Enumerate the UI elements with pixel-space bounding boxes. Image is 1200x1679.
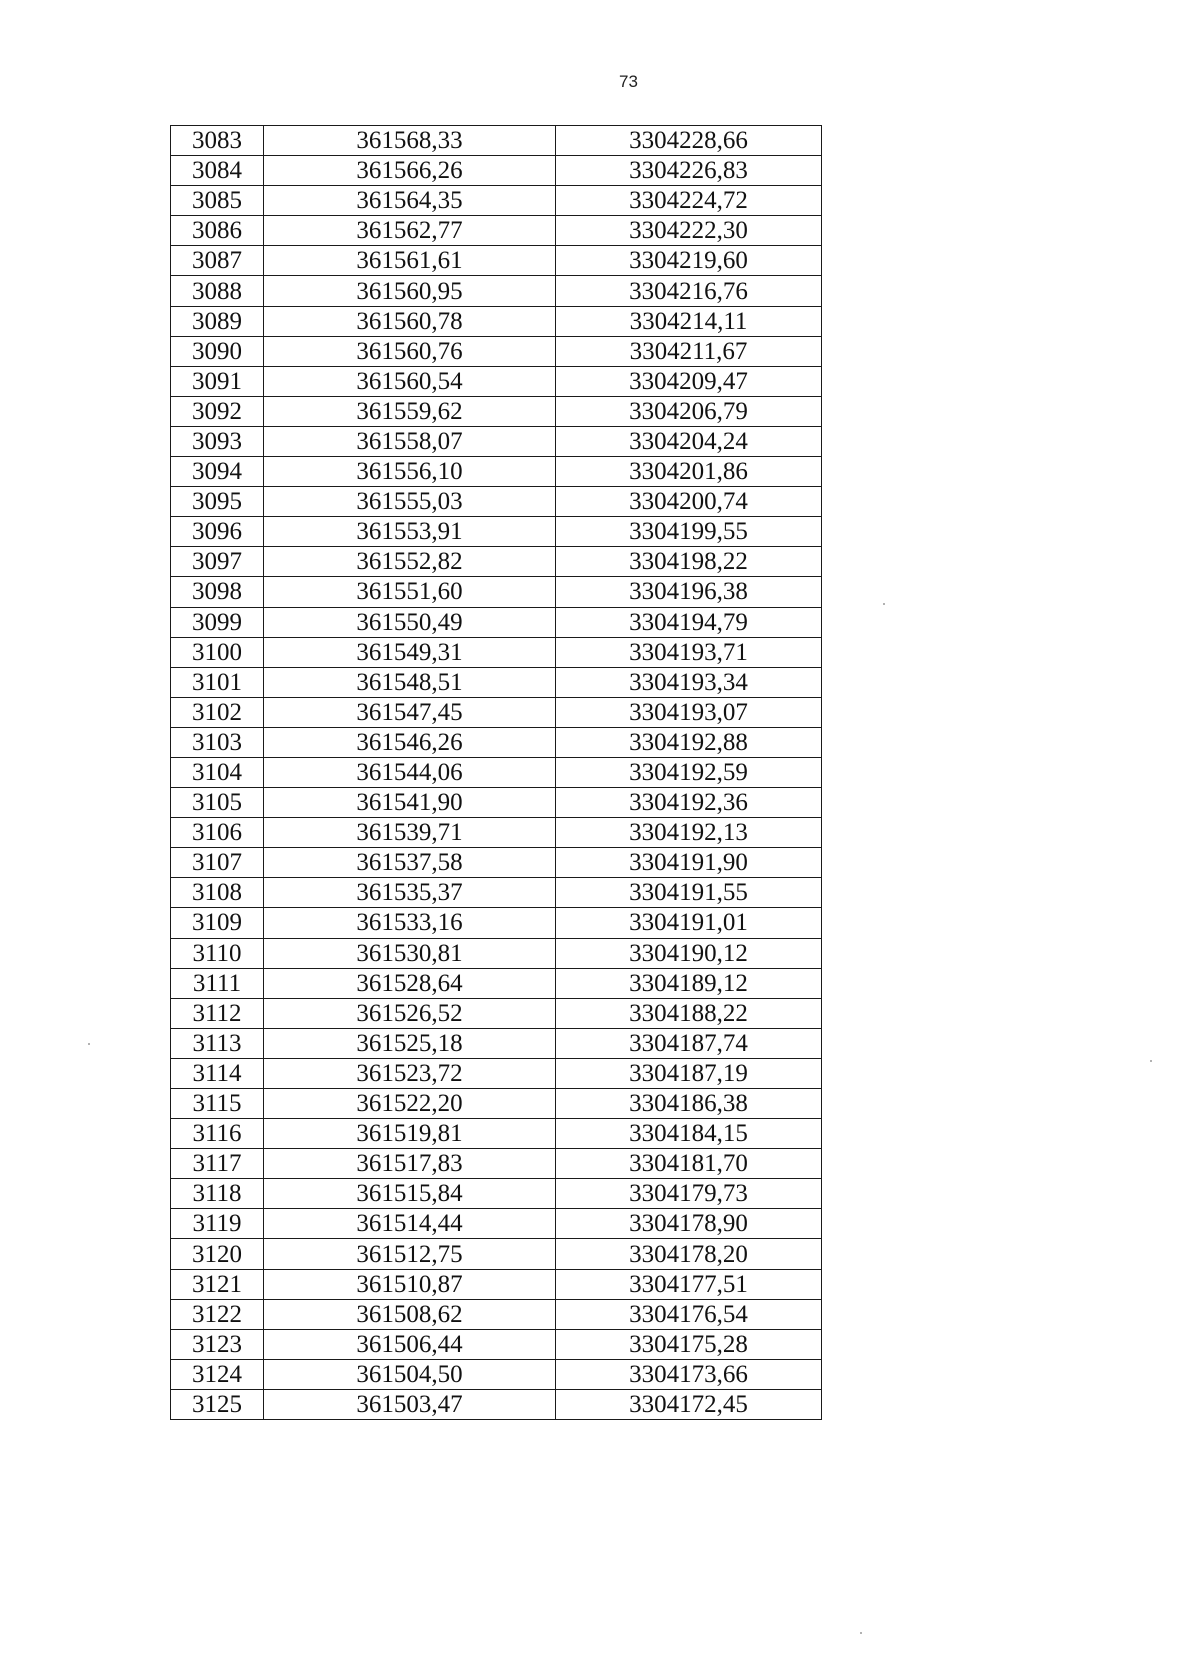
x-coordinate-cell: 361515,84	[264, 1179, 556, 1209]
y-coordinate-cell: 3304178,90	[556, 1209, 822, 1239]
x-coordinate-cell: 361564,35	[264, 186, 556, 216]
x-coordinate-cell: 361556,10	[264, 457, 556, 487]
x-coordinate-cell: 361522,20	[264, 1089, 556, 1119]
table-row	[171, 1089, 822, 1119]
x-coordinate-cell: 361560,76	[264, 336, 556, 366]
table-row	[171, 577, 822, 607]
y-coordinate-cell: 3304226,83	[556, 156, 822, 186]
y-coordinate-cell: 3304211,67	[556, 336, 822, 366]
y-coordinate-cell: 3304191,55	[556, 878, 822, 908]
y-coordinate-cell: 3304222,30	[556, 216, 822, 246]
point-number-cell: 3084	[171, 156, 264, 186]
y-coordinate-cell: 3304188,22	[556, 998, 822, 1028]
y-coordinate-cell: 3304196,38	[556, 577, 822, 607]
point-number-cell: 3123	[171, 1329, 264, 1359]
table-row	[171, 1389, 822, 1419]
point-number-cell: 3125	[171, 1389, 264, 1419]
point-number-cell: 3102	[171, 697, 264, 727]
x-coordinate-cell: 361548,51	[264, 667, 556, 697]
x-coordinate-cell: 361528,64	[264, 968, 556, 998]
scan-speck	[88, 1043, 90, 1045]
y-coordinate-cell: 3304193,71	[556, 637, 822, 667]
table-row	[171, 426, 822, 456]
table-row	[171, 1269, 822, 1299]
x-coordinate-cell: 361551,60	[264, 577, 556, 607]
table-row	[171, 1359, 822, 1389]
point-number-cell: 3108	[171, 878, 264, 908]
point-number-cell: 3120	[171, 1239, 264, 1269]
x-coordinate-cell: 361562,77	[264, 216, 556, 246]
x-coordinate-cell: 361530,81	[264, 938, 556, 968]
x-coordinate-cell: 361526,52	[264, 998, 556, 1028]
point-number-cell: 3118	[171, 1179, 264, 1209]
y-coordinate-cell: 3304219,60	[556, 246, 822, 276]
point-number-cell: 3104	[171, 757, 264, 787]
table-row	[171, 547, 822, 577]
table-row	[171, 1058, 822, 1088]
x-coordinate-cell: 361523,72	[264, 1058, 556, 1088]
y-coordinate-cell: 3304224,72	[556, 186, 822, 216]
point-number-cell: 3095	[171, 487, 264, 517]
y-coordinate-cell: 3304186,38	[556, 1089, 822, 1119]
y-coordinate-cell: 3304193,07	[556, 697, 822, 727]
point-number-cell: 3122	[171, 1299, 264, 1329]
coordinates-table-body	[171, 126, 822, 1420]
point-number-cell: 3109	[171, 908, 264, 938]
x-coordinate-cell: 361566,26	[264, 156, 556, 186]
coordinates-table	[170, 125, 822, 1420]
y-coordinate-cell: 3304192,13	[556, 818, 822, 848]
table-row	[171, 336, 822, 366]
table-row	[171, 1028, 822, 1058]
y-coordinate-cell: 3304198,22	[556, 547, 822, 577]
x-coordinate-cell: 361547,45	[264, 697, 556, 727]
point-number-cell: 3110	[171, 938, 264, 968]
point-number-cell: 3111	[171, 968, 264, 998]
table-row	[171, 607, 822, 637]
x-coordinate-cell: 361559,62	[264, 396, 556, 426]
point-number-cell: 3091	[171, 366, 264, 396]
table-row	[171, 908, 822, 938]
x-coordinate-cell: 361525,18	[264, 1028, 556, 1058]
y-coordinate-cell: 3304173,66	[556, 1359, 822, 1389]
table-row	[171, 186, 822, 216]
table-row	[171, 246, 822, 276]
point-number-cell: 3107	[171, 848, 264, 878]
y-coordinate-cell: 3304191,01	[556, 908, 822, 938]
y-coordinate-cell: 3304178,20	[556, 1239, 822, 1269]
table-row	[171, 276, 822, 306]
x-coordinate-cell: 361544,06	[264, 757, 556, 787]
page-number: 73	[619, 72, 638, 91]
point-number-cell: 3114	[171, 1058, 264, 1088]
point-number-cell: 3106	[171, 818, 264, 848]
y-coordinate-cell: 3304176,54	[556, 1299, 822, 1329]
y-coordinate-cell: 3304228,66	[556, 126, 822, 156]
point-number-cell: 3094	[171, 457, 264, 487]
y-coordinate-cell: 3304177,51	[556, 1269, 822, 1299]
table-row	[171, 878, 822, 908]
x-coordinate-cell: 361514,44	[264, 1209, 556, 1239]
point-number-cell: 3119	[171, 1209, 264, 1239]
point-number-cell: 3115	[171, 1089, 264, 1119]
scan-speck	[883, 603, 885, 605]
point-number-cell: 3100	[171, 637, 264, 667]
y-coordinate-cell: 3304191,90	[556, 848, 822, 878]
y-coordinate-cell: 3304190,12	[556, 938, 822, 968]
table-row	[171, 938, 822, 968]
point-number-cell: 3096	[171, 517, 264, 547]
scan-speck	[1150, 1060, 1152, 1062]
x-coordinate-cell: 361568,33	[264, 126, 556, 156]
y-coordinate-cell: 3304209,47	[556, 366, 822, 396]
x-coordinate-cell: 361555,03	[264, 487, 556, 517]
table-row	[171, 1299, 822, 1329]
y-coordinate-cell: 3304172,45	[556, 1389, 822, 1419]
point-number-cell: 3116	[171, 1119, 264, 1149]
y-coordinate-cell: 3304189,12	[556, 968, 822, 998]
x-coordinate-cell: 361541,90	[264, 788, 556, 818]
x-coordinate-cell: 361537,58	[264, 848, 556, 878]
table-row	[171, 848, 822, 878]
table-row	[171, 1179, 822, 1209]
y-coordinate-cell: 3304204,24	[556, 426, 822, 456]
x-coordinate-cell: 361504,50	[264, 1359, 556, 1389]
point-number-cell: 3089	[171, 306, 264, 336]
x-coordinate-cell: 361561,61	[264, 246, 556, 276]
table-row	[171, 757, 822, 787]
y-coordinate-cell: 3304214,11	[556, 306, 822, 336]
point-number-cell: 3121	[171, 1269, 264, 1299]
x-coordinate-cell: 361506,44	[264, 1329, 556, 1359]
point-number-cell: 3117	[171, 1149, 264, 1179]
table-row	[171, 1209, 822, 1239]
point-number-cell: 3112	[171, 998, 264, 1028]
point-number-cell: 3086	[171, 216, 264, 246]
y-coordinate-cell: 3304216,76	[556, 276, 822, 306]
table-row	[171, 697, 822, 727]
table-row	[171, 306, 822, 336]
table-row	[171, 727, 822, 757]
x-coordinate-cell: 361519,81	[264, 1119, 556, 1149]
table-row	[171, 126, 822, 156]
table-row	[171, 968, 822, 998]
y-coordinate-cell: 3304201,86	[556, 457, 822, 487]
x-coordinate-cell: 361552,82	[264, 547, 556, 577]
y-coordinate-cell: 3304179,73	[556, 1179, 822, 1209]
y-coordinate-cell: 3304187,74	[556, 1028, 822, 1058]
table-row	[171, 1119, 822, 1149]
table-row	[171, 818, 822, 848]
y-coordinate-cell: 3304193,34	[556, 667, 822, 697]
table-row	[171, 788, 822, 818]
y-coordinate-cell: 3304200,74	[556, 487, 822, 517]
x-coordinate-cell: 361508,62	[264, 1299, 556, 1329]
table-row	[171, 637, 822, 667]
y-coordinate-cell: 3304184,15	[556, 1119, 822, 1149]
x-coordinate-cell: 361553,91	[264, 517, 556, 547]
x-coordinate-cell: 361560,54	[264, 366, 556, 396]
y-coordinate-cell: 3304194,79	[556, 607, 822, 637]
point-number-cell: 3087	[171, 246, 264, 276]
y-coordinate-cell: 3304187,19	[556, 1058, 822, 1088]
point-number-cell: 3092	[171, 396, 264, 426]
table-row	[171, 1239, 822, 1269]
table-row	[171, 156, 822, 186]
x-coordinate-cell: 361539,71	[264, 818, 556, 848]
scan-speck	[860, 1632, 862, 1634]
point-number-cell: 3101	[171, 667, 264, 697]
table-row	[171, 1329, 822, 1359]
point-number-cell: 3105	[171, 788, 264, 818]
y-coordinate-cell: 3304206,79	[556, 396, 822, 426]
table-row	[171, 457, 822, 487]
x-coordinate-cell: 361560,95	[264, 276, 556, 306]
x-coordinate-cell: 361503,47	[264, 1389, 556, 1419]
y-coordinate-cell: 3304181,70	[556, 1149, 822, 1179]
point-number-cell: 3088	[171, 276, 264, 306]
table-row	[171, 396, 822, 426]
x-coordinate-cell: 361546,26	[264, 727, 556, 757]
x-coordinate-cell: 361560,78	[264, 306, 556, 336]
table-row	[171, 667, 822, 697]
x-coordinate-cell: 361535,37	[264, 878, 556, 908]
x-coordinate-cell: 361558,07	[264, 426, 556, 456]
point-number-cell: 3083	[171, 126, 264, 156]
point-number-cell: 3098	[171, 577, 264, 607]
y-coordinate-cell: 3304192,88	[556, 727, 822, 757]
x-coordinate-cell: 361517,83	[264, 1149, 556, 1179]
y-coordinate-cell: 3304192,36	[556, 788, 822, 818]
point-number-cell: 3097	[171, 547, 264, 577]
x-coordinate-cell: 361512,75	[264, 1239, 556, 1269]
point-number-cell: 3103	[171, 727, 264, 757]
point-number-cell: 3099	[171, 607, 264, 637]
point-number-cell: 3085	[171, 186, 264, 216]
y-coordinate-cell: 3304175,28	[556, 1329, 822, 1359]
x-coordinate-cell: 361550,49	[264, 607, 556, 637]
table-row	[171, 517, 822, 547]
x-coordinate-cell: 361533,16	[264, 908, 556, 938]
table-row	[171, 487, 822, 517]
point-number-cell: 3113	[171, 1028, 264, 1058]
point-number-cell: 3090	[171, 336, 264, 366]
y-coordinate-cell: 3304199,55	[556, 517, 822, 547]
x-coordinate-cell: 361549,31	[264, 637, 556, 667]
table-row	[171, 1149, 822, 1179]
y-coordinate-cell: 3304192,59	[556, 757, 822, 787]
point-number-cell: 3124	[171, 1359, 264, 1389]
table-row	[171, 216, 822, 246]
table-row	[171, 998, 822, 1028]
point-number-cell: 3093	[171, 426, 264, 456]
table-row	[171, 366, 822, 396]
x-coordinate-cell: 361510,87	[264, 1269, 556, 1299]
